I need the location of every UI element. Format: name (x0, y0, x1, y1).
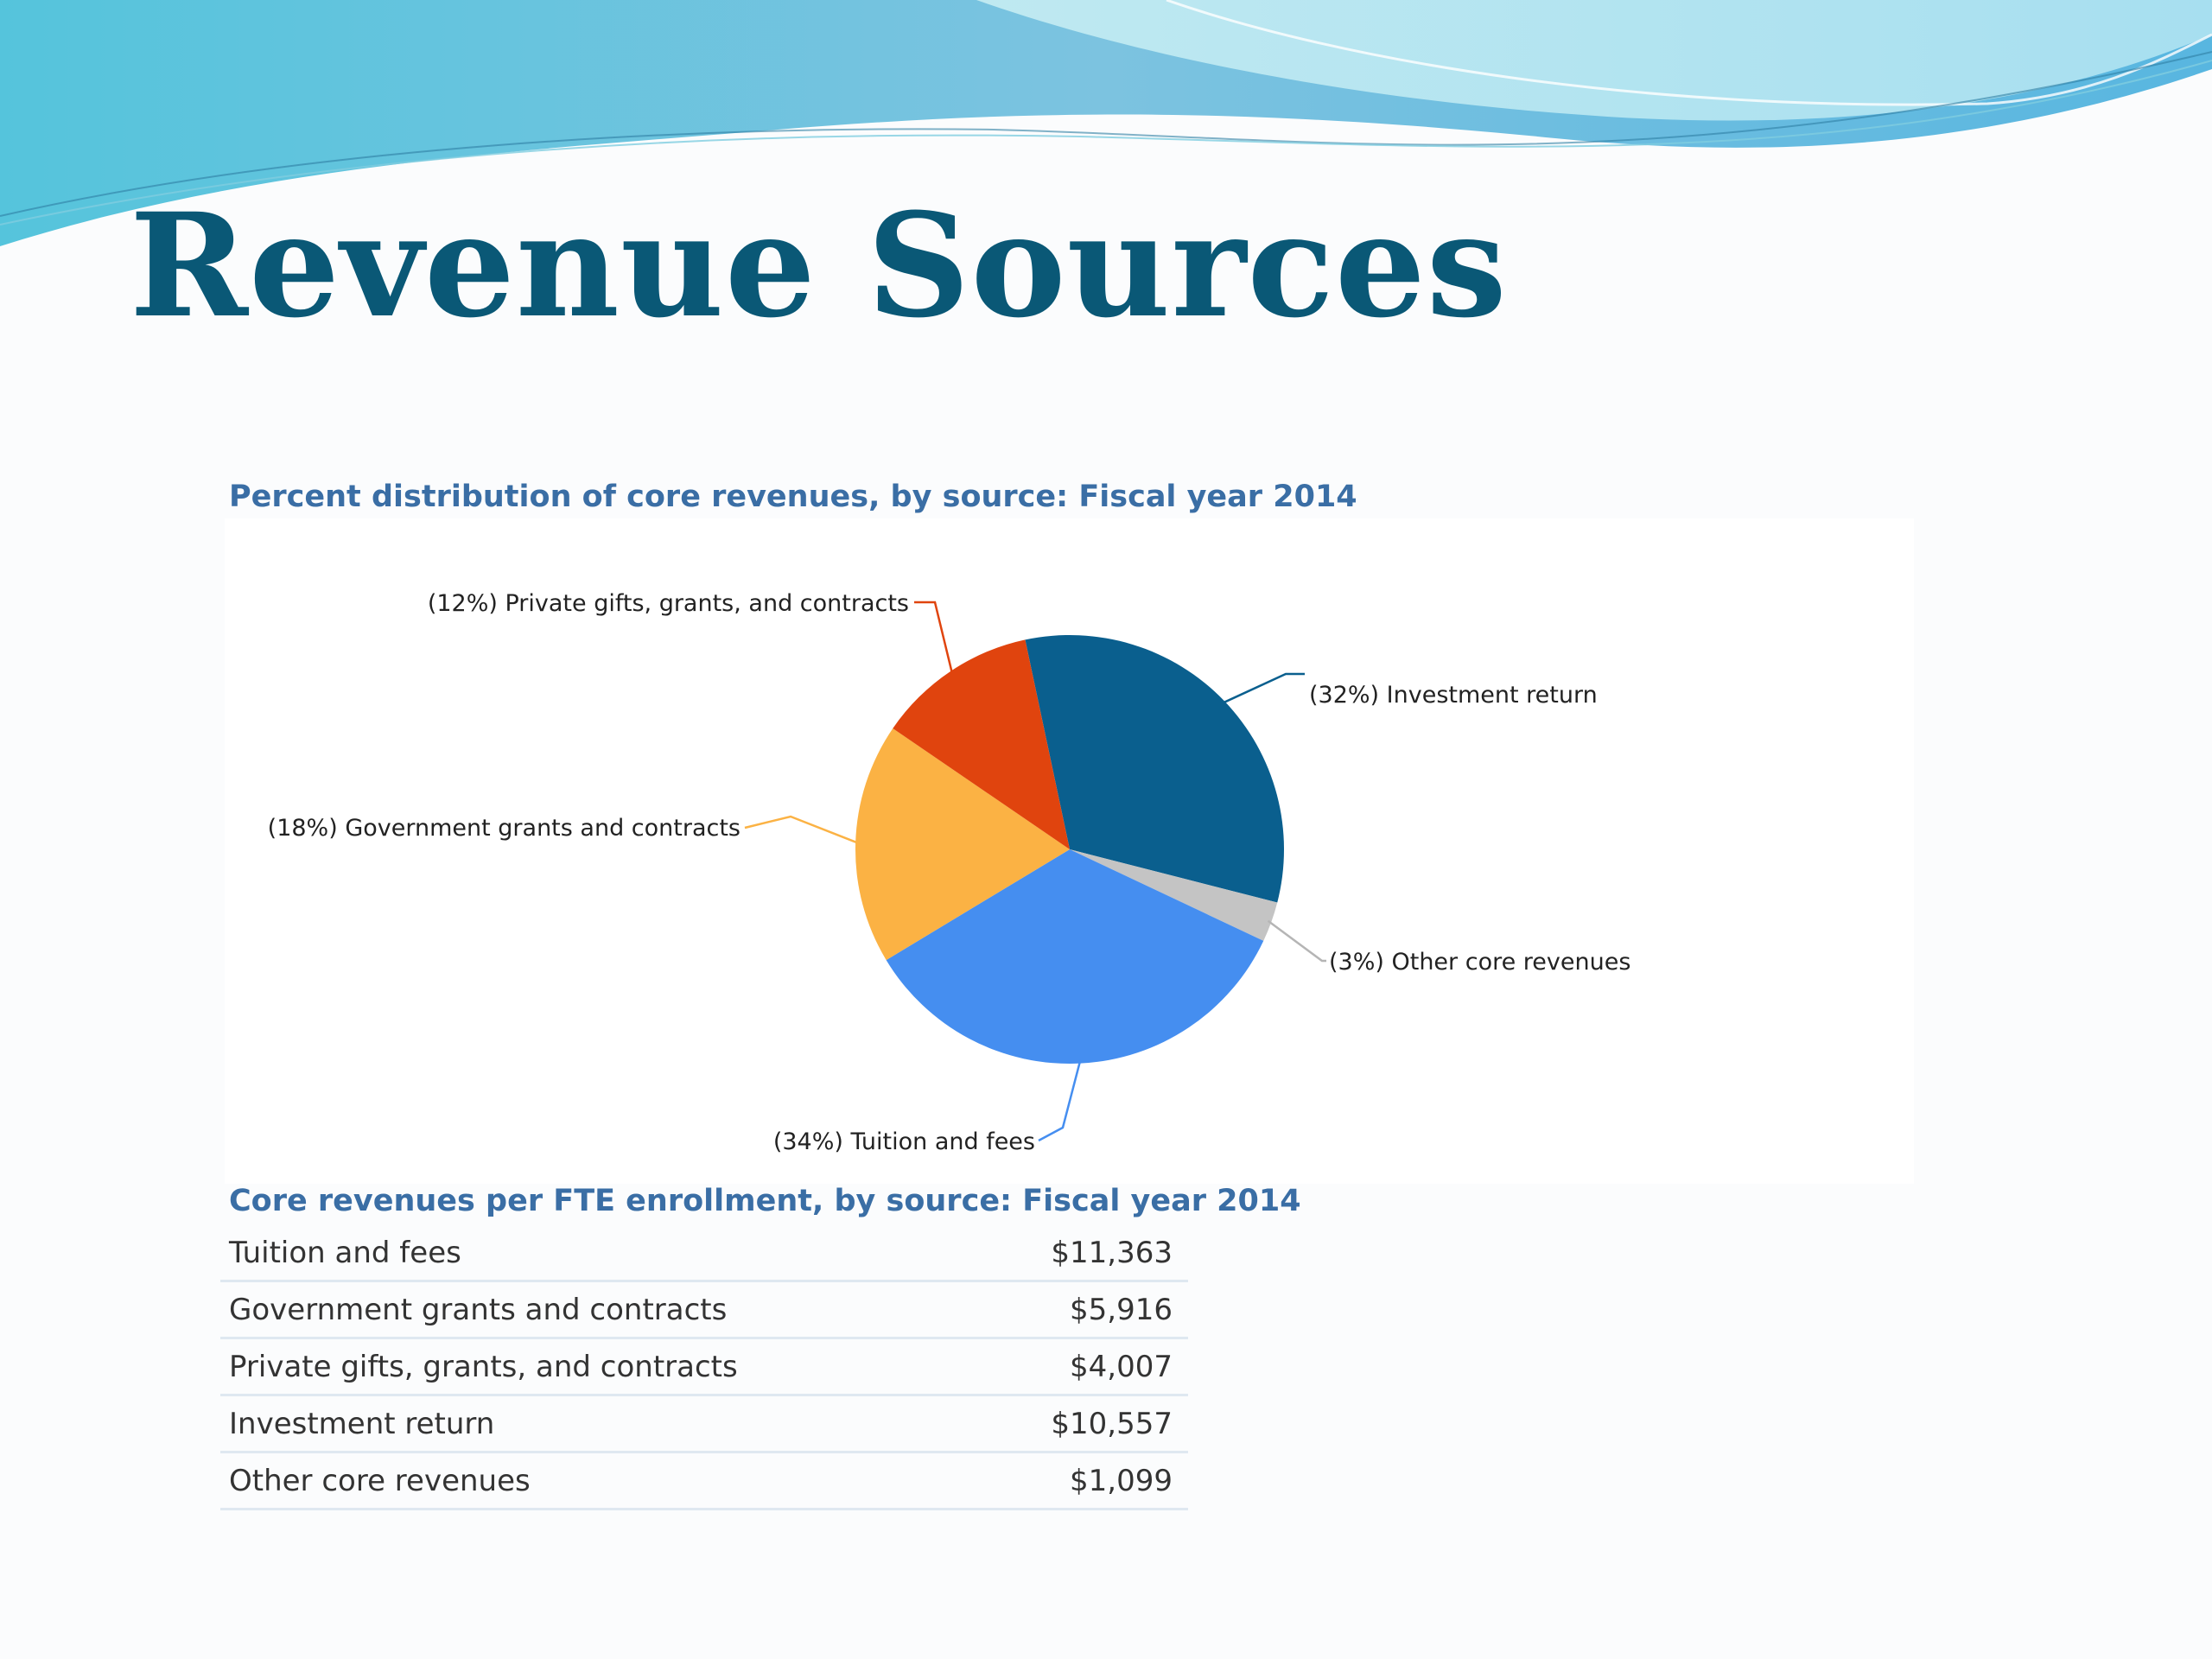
row-label: Government grants and contracts (229, 1292, 728, 1327)
leader-line (1268, 921, 1326, 961)
row-label: Investment return (229, 1406, 495, 1441)
leader-line (745, 817, 859, 843)
slide-title: Revenue Sources (130, 181, 1508, 349)
table-row (220, 1396, 1188, 1453)
slice-label: (32%) Investment return (1309, 682, 1598, 709)
slice-label: (34%) Tuition and fees (772, 1128, 1035, 1155)
table-title: Core revenues per FTE enrollment, by source: Fiscal year 2014 (229, 1184, 1301, 1218)
table-row (220, 1339, 1188, 1396)
table-row (220, 1453, 1188, 1510)
row-value: $11,363 (1051, 1235, 1173, 1270)
leader-line (1222, 674, 1305, 703)
slice-label: (3%) Other core revenues (1329, 949, 1631, 976)
row-label: Other core revenues (229, 1463, 531, 1498)
chart-title: Percent distribution of core revenues, by source: Fiscal year 2014 (229, 480, 1357, 514)
slice-label: (12%) Private gifts, grants, and contracts (427, 590, 909, 617)
table-row (220, 1282, 1188, 1339)
row-label: Tuition and fees (229, 1235, 461, 1270)
slice-label: (18%) Government grants and contracts (267, 815, 741, 842)
table-row (220, 1225, 1188, 1282)
row-label: Private gifts, grants, and contracts (229, 1349, 738, 1384)
row-value: $5,916 (1070, 1292, 1173, 1327)
row-value: $10,557 (1051, 1406, 1173, 1441)
leader-line (1039, 1060, 1080, 1141)
row-value: $4,007 (1070, 1349, 1173, 1384)
leader-line (914, 602, 952, 674)
revenue-table (220, 1225, 1188, 1510)
row-value: $1,099 (1070, 1463, 1173, 1498)
